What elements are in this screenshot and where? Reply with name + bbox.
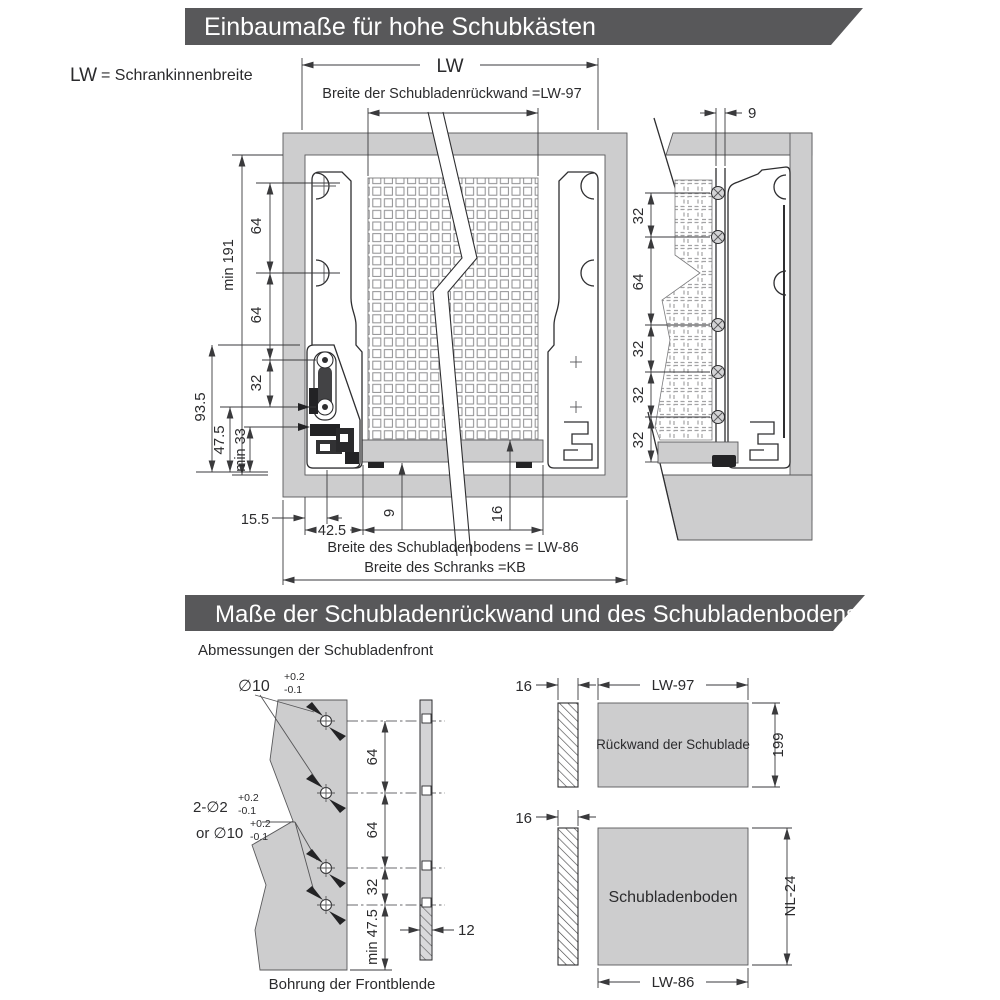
side-view-drawing (630, 105, 812, 540)
drawer-bottom-panel-dims (515, 810, 799, 991)
dim-64-b: 64 (248, 306, 265, 324)
label-dia10b-tm: -0.1 (250, 831, 269, 843)
front-caption: Abmessungen der Schubladenfront (198, 642, 434, 659)
legend-text: = Schrankinnenbreite (101, 67, 253, 84)
dim-back-width: LW-97 (651, 677, 695, 694)
bottom-panel-label: Schubladenboden (608, 889, 738, 906)
bottom-banner-title: Maße der Schubladenrückwand und des Schubladenbodens (215, 601, 859, 628)
dim-15-5: 15.5 (240, 512, 270, 528)
dim-back-height: 199 (770, 732, 787, 758)
dim-strip16-b: 16 (515, 810, 532, 827)
dim-9-side: 9 (748, 105, 757, 122)
dim-12: 12 (458, 922, 475, 939)
dim-9: 9 (381, 508, 398, 518)
label-dia10: ∅10 (238, 678, 270, 695)
dim-front-32: 32 (364, 878, 381, 896)
label-dia10-tm: -0.1 (284, 684, 303, 696)
dim-bottom-width: Breite des Schubladenbodens = LW-86 (327, 540, 579, 556)
label-dia2-tp: +0.2 (238, 792, 259, 804)
back-panel-label: Rückwand der Schublade (596, 737, 750, 752)
dim-bottom-width: LW-86 (651, 974, 695, 991)
dim-side-32-1: 32 (630, 207, 647, 225)
mounting-bolts (712, 187, 725, 424)
label-dia2-tm: -0.1 (238, 805, 257, 817)
front-panel-side-strip (400, 700, 475, 960)
label-dia2: 2-∅2 (193, 799, 228, 816)
bottom-panel-edge-strip (558, 828, 578, 965)
cabinet-bottom-panel (663, 475, 812, 540)
top-banner (185, 8, 863, 45)
label-dia10b-tp: +0.2 (250, 818, 271, 830)
drawer-bottom-panel-side (658, 442, 738, 467)
front-dimensions (350, 721, 392, 970)
rear-view-drawing (192, 56, 627, 585)
dim-32-a: 32 (248, 374, 265, 392)
dim-min33: min 33 (233, 428, 249, 472)
dim-side-64: 64 (630, 273, 647, 291)
dim-cab-width: Breite des Schranks =KB (364, 560, 526, 576)
dim-strip16-a: 16 (515, 678, 532, 695)
top-banner-title: Einbaumaße für hohe Schubkästen (204, 13, 596, 41)
legend-term: LW (70, 65, 98, 86)
label-dia10b: or ∅10 (196, 825, 244, 842)
dim-93-5: 93.5 (192, 392, 209, 422)
dim-side-32-3: 32 (630, 386, 647, 404)
dim-front-64-a: 64 (364, 748, 381, 766)
front-panel-drawing (193, 642, 475, 993)
dim-side-32-4: 32 (630, 431, 647, 449)
dim-64-a: 64 (248, 217, 265, 235)
back-panel-section (655, 180, 712, 440)
legend (70, 65, 253, 86)
panel-dimensions-drawing (515, 677, 799, 991)
dim-bottom-height: NL-24 (782, 875, 799, 917)
cabinet-side-panel (790, 133, 812, 520)
dim-front-min475: min 47.5 (365, 909, 381, 965)
dim-rear-width: Breite der Schubladenrückwand =LW-97 (322, 86, 582, 102)
bottom-banner (185, 595, 865, 631)
dim-side-32-2: 32 (630, 340, 647, 358)
front-caption-bottom: Bohrung der Frontblende (268, 976, 436, 993)
drawer-back-panel-dims (515, 677, 787, 787)
label-dia10-tp: +0.2 (284, 671, 305, 683)
dim-47-5: 47.5 (211, 425, 228, 455)
side-profile (728, 167, 790, 468)
dim-front-64-b: 64 (364, 821, 381, 839)
dim-min191: min 191 (221, 239, 237, 291)
dim-16: 16 (489, 505, 506, 523)
back-panel-edge-strip (558, 703, 578, 787)
dim-42-5: 42.5 (317, 523, 347, 539)
dim-lw: LW (436, 56, 464, 77)
